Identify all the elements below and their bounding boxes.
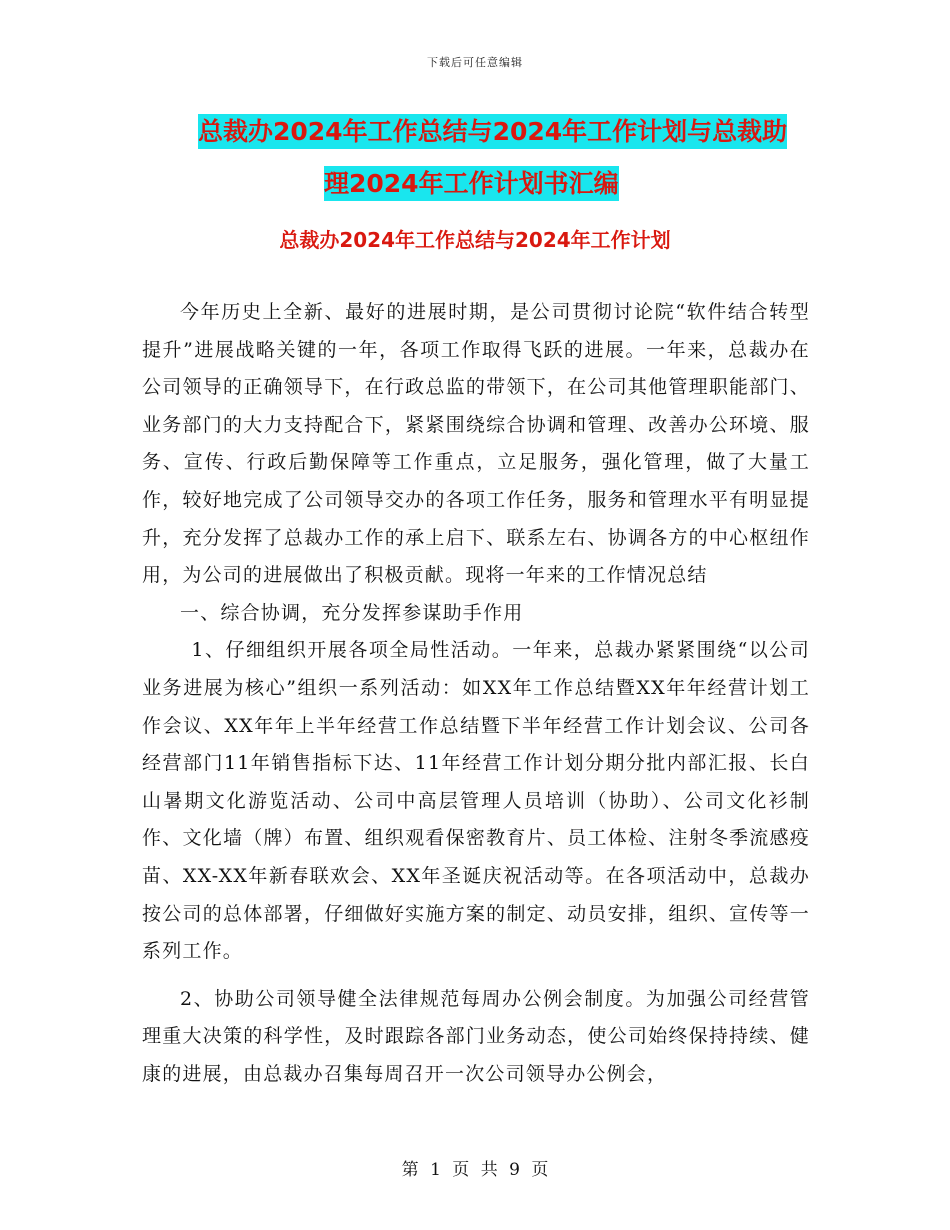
paragraph-heading-1: 一、综合协调，充分发挥参谋助手作用 bbox=[180, 601, 524, 624]
document-body bbox=[142, 294, 810, 1093]
paragraph-intro: 今年历史上全新、最好的进展时期，是公司贯彻讨论院“软件结合转型提升”进展战略关键的一年，各项工作取得飞跃的进展。一年来，总裁办在公司领导的正确领导下，在行政总监的带领下，在公司其他管理职能部门、业务部门的大力支持配合下，紧紧围绕综合协调和管理、改善办公环境、服务、宣传、行政后勤保障等工作重点，立足服务，强化管理，做了大量工作，较好地完成了公司领导交办的各项工作任务，服务和管理水平有明显提升，充分发挥了总裁办工作的承上启下、联系左右、协调各方的中心枢纽作用，为公司的进展做出了积极贡献。现将一年来的工作情况总结 bbox=[142, 301, 810, 587]
paragraph-item-2: 2、协助公司领导健全法律规范每周办公例会制度。为加强公司经营管理重大决策的科学性，及时跟踪各部门业务动态，使公司始终保持持续、健康的进展，由总裁办召集每周召开一次公司领导办公例会， bbox=[142, 987, 810, 1085]
page-number: 第 1 页 共 9 页 bbox=[401, 1160, 549, 1180]
document-title bbox=[198, 106, 808, 210]
document-title-line1: 总裁办2024年工作总结与2024年工作计划与总裁助 bbox=[198, 114, 787, 149]
document-title-line2: 理2024年工作计划书汇编 bbox=[324, 166, 619, 201]
paragraph-item-1: 1、仔细组织开展各项全局性活动。一年来，总裁办紧紧围绕“以公司业务进展为核心”组织一系列活动：如XX年工作总结暨XX年年经营计划工作会议、XX年年上半年经营工作总结暨下半年经营工作计划会议、公司各经营部门11年销售指标下达、11年经营工作计划分期分批内部汇报、长白山暑期文化游览活动、公司中高层管理人员培训（协助）、公司文化衫制作、文化墙（牌）布置、组织观看保密教育片、员工体检、注射冬季流感疫苗、XX-XX年新春联欢会、XX年圣诞庆祝活动等。在各项活动中，总裁办按公司的总体部署，仔细做好实施方案的制定、动员安排，组织、宣传等一系列工作。 bbox=[142, 639, 810, 963]
section-title: 总裁办2024年工作总结与2024年工作计划 bbox=[279, 228, 671, 252]
page-header-note: 下载后可任意编辑 bbox=[427, 56, 523, 69]
